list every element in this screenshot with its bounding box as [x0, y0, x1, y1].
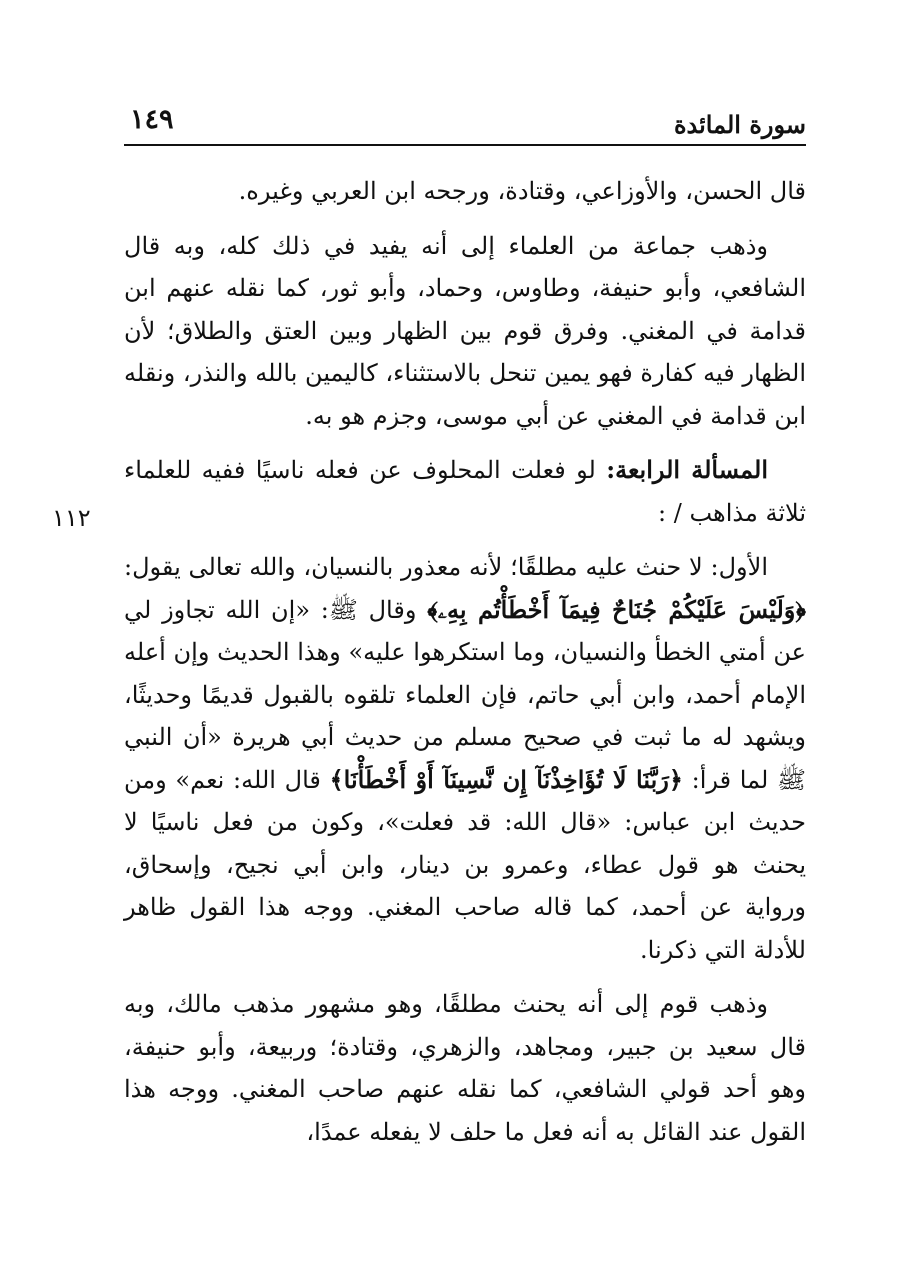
- paragraph-5: وذهب قوم إلى أنه يحنث مطلقًا، وهو مشهور مذهب مالك، وبه قال سعيد بن جبير، ومجاهد، والزهري، وقتادة؛ وربيعة، وأبو حنيفة، وهو أحد قولي الشافعي، كما نقله عنهم صاحب المغني. ووجه هذا القول عند القائل به أنه فعل ما حلف لا يفعله عمدًا،: [124, 990, 806, 1146]
- paragraph-2: وذهب جماعة من العلماء إلى أنه يفيد في ذلك كله، وبه قال الشافعي، وأبو حنيفة، وطاوس، وحماد، وأبو ثور، كما نقله عنهم ابن قدامة في المغني. وفرق قوم بين الظهار وبين العتق والطلاق؛ لأن الظهار فيه كفارة فهو يمين تنحل بالاستثناء، كاليمين بالله والنذر، ونقله ابن قدامة في المغني عن أبي موسى، وجزم هو به.: [124, 231, 806, 430]
- quran-verse-2: رَبَّنَا لَا تُؤَاخِذْنَآ إِن نَّسِينَآ أَوْ أَخْطَأْنَا: [343, 764, 669, 794]
- paragraph-3: [124, 449, 806, 534]
- paragraph-4-part-1: الأول: لا حنث عليه مطلقًا؛ لأنه معذور بالنسيان، والله تعالى يقول:: [124, 553, 768, 581]
- page-number: ١٤٩: [130, 104, 174, 135]
- paragraph-4-part-3: قال الله: نعم» ومن حديث ابن عباس: «قال الله: قد فعلت»، وكون من فعل ناسيًا لا يحنث هو قول عطاء، وعمرو بن دينار، وابن أبي نجيح، وإسحاق، ورواية عن أحمد، كما قاله صاحب المغني. ووجه هذا القول ظاهر للأدلة التي ذكرنا.: [124, 765, 806, 964]
- ornate-brace-open-2: ﴿: [668, 764, 683, 794]
- paragraph-4-part-2: وقال ﷺ: «إن الله تجاوز لي عن أمتي الخطأ والنسيان، وما استكرهوا عليه» وهذا الحديث وإن أعله الإمام أحمد، وابن أبي حاتم، فإن العلماء تلقوه بالقبول قديمًا وحديثًا، ويشهد له ما ثبت في صحيح مسلم من حديث أبي هريرة «أن النبي ﷺ لما قرأ:: [124, 595, 806, 794]
- issue-heading: المسألة الرابعة:: [606, 455, 768, 484]
- ornate-brace-close-2: ﴾: [329, 764, 344, 794]
- quran-verse-1: وَلَيْسَ عَلَيْكُمْ جُنَاحٌ فِيمَآ أَخْطَأْتُم بِهِۦ: [437, 594, 796, 624]
- paragraph-1: قال الحسن، والأوزاعي، وقتادة، ورجحه ابن العربي وغيره.: [238, 177, 806, 205]
- paragraph-4: [124, 546, 806, 971]
- body-text: [124, 170, 806, 1153]
- margin-page-reference: ١١٢: [52, 504, 91, 532]
- ornate-brace-open: ﴿: [795, 594, 806, 624]
- paragraph-3-text: لو فعلت المحلوف عن فعله ناسيًا ففيه للعلماء ثلاثة مذاهب / :: [124, 456, 806, 527]
- running-header: [124, 100, 806, 146]
- running-title: سورة المائدة: [673, 110, 806, 139]
- ornate-brace-close: ﴾: [427, 594, 438, 624]
